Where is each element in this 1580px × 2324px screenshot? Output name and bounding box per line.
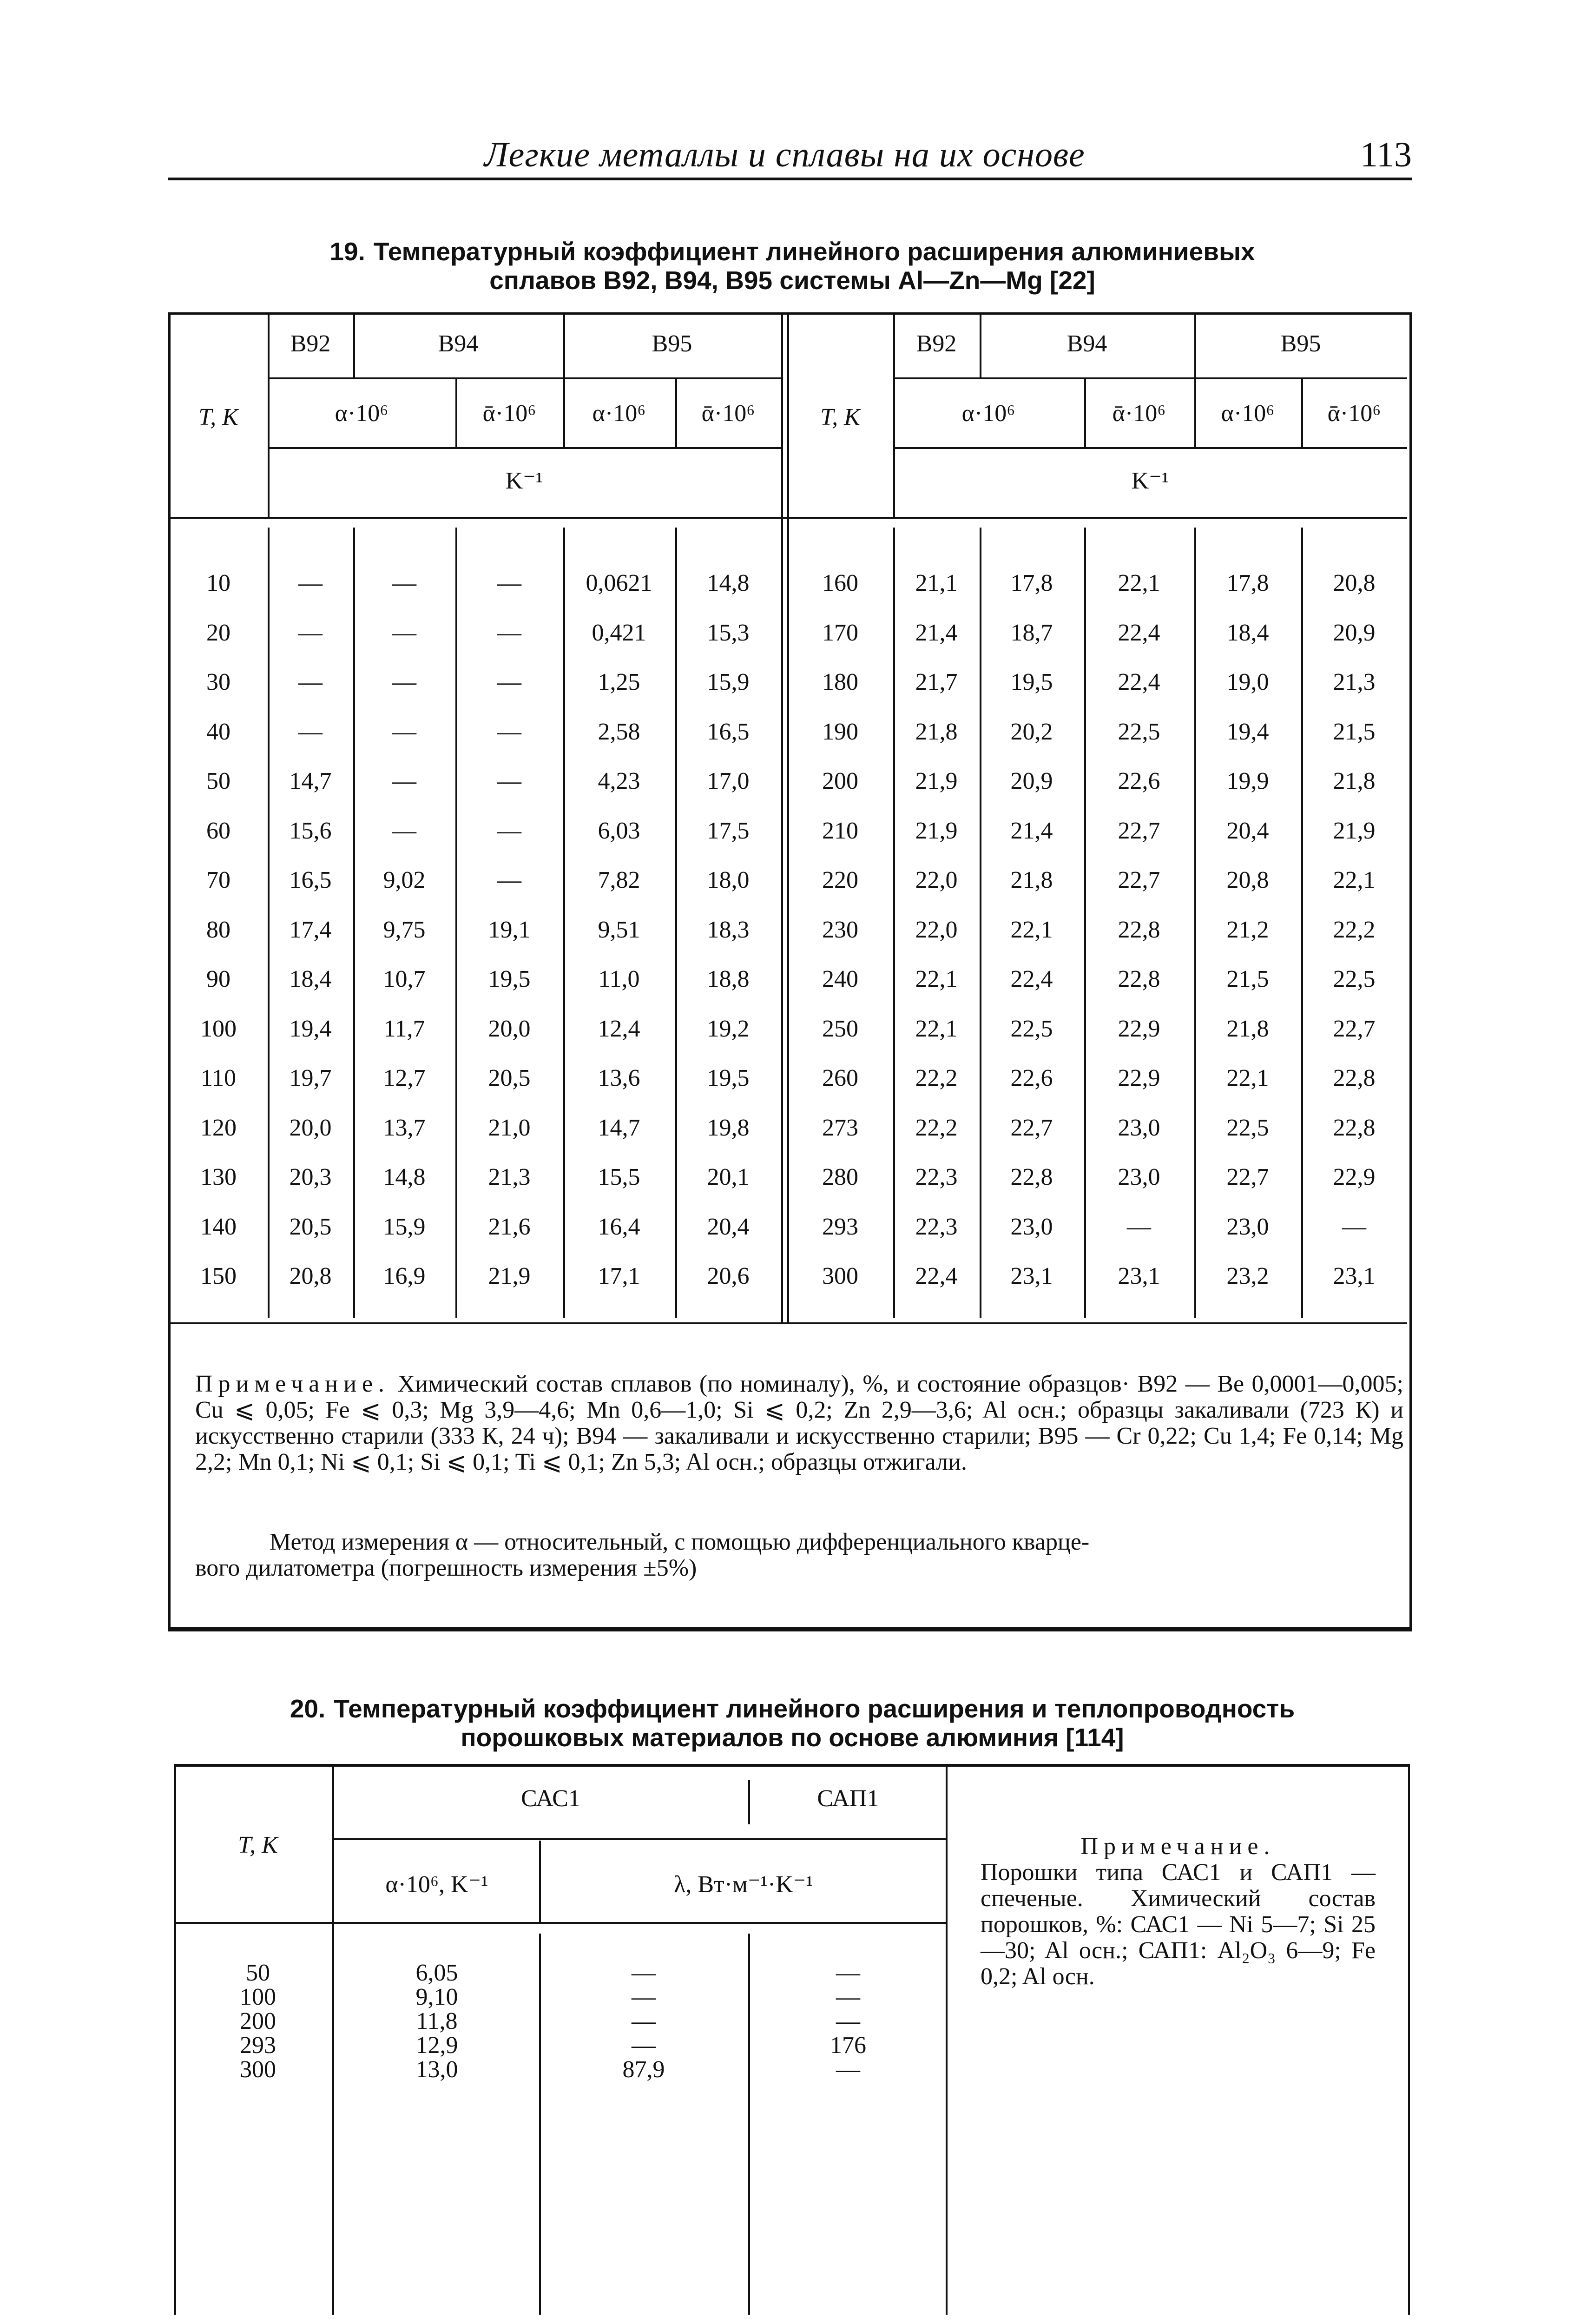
table19-left-cell: 16,5 [707,718,750,745]
page-header [168,122,1412,180]
table19-right-cell: 22,4 [1010,966,1053,992]
table19-right-cell: 22,7 [1118,867,1160,893]
table20-T-cell: 200 [240,2008,276,2034]
table19-right-cell: 21,5 [1333,718,1376,745]
table20-lambda-sap-cell: — [836,2008,860,2034]
table19-left-cell: 130 [200,1164,237,1190]
table19-left-cell: 20 [206,619,230,646]
table19-right-cell: 21,1 [915,570,958,596]
table19-right-cell: — [1127,1213,1151,1240]
table19-left-cell: 9,02 [383,867,426,893]
table20-group-sap: САП1 [817,1785,879,1812]
table20-T-cell: 50 [246,1960,270,1986]
table19-left-cell: 18,0 [707,867,750,893]
table19-right-cell: 19,5 [1010,669,1053,695]
table19-left-cell: 20,6 [707,1263,750,1289]
table19-right-cell: 273 [822,1114,858,1141]
table19-right-cell: 22,1 [1118,570,1160,596]
table19-right-cell: 20,4 [1226,817,1269,844]
table19-left-cell: — [497,718,521,745]
table19-right-cell: 22,5 [1226,1114,1269,1141]
table20-lambda-sap-cell: — [836,1984,860,2010]
table19-left-cell: 14,8 [707,570,750,596]
table19-right-cell: 22,1 [915,966,958,992]
table20-lambda-sap-cell: 176 [830,2032,866,2059]
table19-left-cell: 11,0 [598,966,640,992]
table19-left-cell: — [497,867,521,893]
table19-left-cell: 20,5 [289,1213,332,1240]
table19-right-cell: 23,0 [1118,1114,1160,1141]
table19-right-cell: 22,0 [915,916,958,943]
table19-left-cell: 90 [206,966,230,992]
table19-right-cell: 21,9 [915,768,958,794]
table19-left-cell: 6,03 [598,817,640,844]
table20-alpha-cell: 11,8 [416,2008,458,2034]
table19-left-cell: — [497,619,521,646]
table19-left-cell: 15,5 [598,1164,640,1190]
table19-right-cell: 20,9 [1333,619,1376,646]
table19-right-cell: 22,9 [1333,1164,1376,1190]
table19-left-cell: 16,4 [598,1213,640,1240]
table19-unit-left: K⁻¹ [505,468,543,494]
table19-right-cell: 21,9 [915,817,958,844]
table19-right-cell: 21,2 [1226,916,1269,943]
table19-right-cell: 22,5 [1118,718,1160,745]
table19-right-cell: 23,0 [1226,1213,1269,1240]
table19-method-line2: вого дилатометра (погрешность измерения ±5%) [195,1555,697,1581]
table19-left-cell: 20,1 [707,1164,750,1190]
table19-left-cell: 7,82 [598,867,640,893]
table20-note [981,1834,1376,1990]
table19-alloy-B94-right: В94 [1066,330,1107,357]
table19-alloy-B94-left: В94 [438,330,479,357]
table20-lambda-sap-cell: — [836,1960,860,1986]
table19-right-cell: 190 [822,718,858,745]
table19-right-cell: 20,2 [1010,718,1053,745]
page-number: 113 [1360,135,1412,174]
table20-group-sac: САС1 [521,1785,580,1812]
table19-right-cell: 160 [822,570,858,596]
table19-left-cell: 10,7 [383,966,426,992]
table19-left-cell: 17,1 [598,1263,640,1289]
table19-left-cell: 2,58 [598,718,640,745]
table19-left-cell: 15,3 [707,619,750,646]
table19-right-cell: 21,4 [915,619,958,646]
table19-right-cell: — [1342,1213,1366,1240]
table19-right-cell: 300 [822,1263,858,1289]
table19-left-cell: 12,4 [598,1015,640,1042]
table19-right-cell: 21,3 [1333,669,1376,695]
table19-caption-line1: Температурный коэффициент линейного расширения алюминиевых [373,237,1255,266]
table20-caption-line2: порошковых материалов по основе алюминия [114] [461,1723,1124,1752]
table20-col-lambda: λ, Вт·м⁻¹·K⁻¹ [674,1871,813,1898]
table19-right-cell: 18,7 [1010,619,1053,646]
table19-left-cell: 11,7 [383,1015,425,1042]
table19-left-cell: 40 [206,718,230,745]
table19-note [195,1371,1403,1475]
table20-lambda-sac-cell: — [632,1960,656,1986]
table19-right-cell: 23,1 [1010,1263,1053,1289]
table19-left-cell: 15,6 [289,817,332,844]
table19-left-cell: 14,7 [289,768,332,794]
table19-left-cell: 110 [200,1065,237,1091]
table19-left-cell: 20,0 [488,1015,531,1042]
table19-left-cell: 20,8 [289,1263,332,1289]
table19-left-cell: 17,4 [289,916,332,943]
table19-alphabar-B94-right: ᾱ·10⁶ [1112,400,1166,427]
table20-number: 20. [290,1694,326,1723]
table19-right-cell: 19,4 [1226,718,1269,745]
table19-right-cell: 19,0 [1226,669,1269,695]
table19-caption [177,237,1408,295]
table20-lambda-sac-cell: — [632,2008,656,2034]
table20-alpha-cell: 13,0 [415,2056,458,2083]
running-title: Легкие металлы и сплавы на их основе [484,135,1085,174]
table19-left-cell: 20,0 [289,1114,332,1141]
table19-right-cell: 18,4 [1226,619,1269,646]
table19-left-cell: 30 [206,669,230,695]
table19-left-cell: 50 [206,768,230,794]
table19-left-cell: 0,421 [592,619,646,646]
table20-col-alpha: α·10⁶, K⁻¹ [385,1871,488,1898]
table19-left-cell: — [392,619,416,646]
table19-right-cell: 22,9 [1118,1065,1160,1091]
table19-left-cell: — [392,718,416,745]
table19-left-cell: 60 [206,817,230,844]
table19-alpha-B92B94-left: α·10⁶ [335,400,388,427]
table19-right-cell: 260 [822,1065,858,1091]
table19-left-cell: — [497,570,521,596]
table19-right-cell: 210 [822,817,858,844]
table19-left-cell: 19,1 [488,916,531,943]
table19-left-cell: — [497,669,521,695]
table19-right-cell: 23,1 [1118,1263,1160,1289]
table19-right-cell: 22,7 [1333,1015,1376,1042]
table19-left-cell: 17,0 [707,768,750,794]
table20-note-text: Порошки типа САС1 и САП1 — спеченые. Химический состав порошков, %: САС1 — Ni 5—7; Si 25—30; Al осн.; САП1: Al₂O₃ 6—9; Fe 0,2; Al осн. [981,1859,1376,1990]
table19-left-cell: 18,3 [707,916,750,943]
table19-right-cell: 22,1 [1333,867,1376,893]
table19-right-cell: 180 [822,669,858,695]
table19-right-cell: 22,5 [1010,1015,1053,1042]
table19-left-cell: 19,5 [488,966,531,992]
table19-right-cell: 20,8 [1226,867,1269,893]
table19-alpha-B92B94-right: α·10⁶ [961,400,1015,427]
table19-right-cell: 22,4 [1118,669,1160,695]
table20-alpha-cell: 9,10 [415,1984,458,2010]
table19-right-cell: 22,8 [1010,1164,1053,1190]
table20-T-cell: 100 [240,1984,276,2010]
table19-right-cell: 170 [822,619,858,646]
table19-right-cell: 22,8 [1333,1065,1376,1091]
table19-right-cell: 19,9 [1226,768,1269,794]
table20-lambda-sac-cell: — [632,1984,656,2010]
table19-left-cell: 19,8 [707,1114,750,1141]
table19-left-cell: — [392,817,416,844]
table19-alphabar-B95-right: ᾱ·10⁶ [1327,400,1381,427]
table19-right-cell: 22,3 [915,1164,958,1190]
table20-note-label: Примечание. [1080,1833,1276,1860]
table19-left-cell: — [298,718,323,745]
table19-right-cell: 20,9 [1010,768,1053,794]
table19-left-cell: 18,4 [289,966,332,992]
table19-alloy-B95-left: В95 [652,330,692,357]
table19-right-cell: 22,7 [1118,817,1160,844]
table19-note-label: Примечание. [195,1371,390,1397]
table20-lambda-sap-cell: — [836,2056,860,2083]
table19-left-cell: 16,9 [383,1263,426,1289]
table19-left-cell: — [392,768,416,794]
table19-right-cell: 23,0 [1010,1213,1053,1240]
table19-alpha-B95-left: α·10⁶ [592,400,646,427]
table19-right-cell: 200 [822,768,858,794]
table20-T-cell: 300 [240,2056,276,2083]
table19-left-cell: 17,5 [707,817,750,844]
table19-right-cell: 22,2 [1333,916,1376,943]
table19-right-cell: 22,4 [915,1263,958,1289]
table19-left-cell: 100 [200,1015,237,1042]
table20-alpha-cell: 6,05 [415,1960,458,1986]
table19-right-cell: 22,8 [1118,916,1160,943]
table19-left-cell: — [298,619,323,646]
table20-caption-line1: Температурный коэффициент линейного расширения и теплопроводность [334,1694,1295,1723]
table19-left-cell: 21,6 [488,1213,531,1240]
table19-left-cell: 16,5 [289,867,332,893]
table19-right-cell: 22,7 [1010,1114,1053,1141]
table20-col-T: T, K [238,1832,278,1858]
table19-right-cell: 22,6 [1010,1065,1053,1091]
table19-right-cell: 22,4 [1118,619,1160,646]
table19-alphabar-B94-left: ᾱ·10⁶ [482,400,536,427]
table19-alloy-B95-right: В95 [1280,330,1321,357]
table20-T-cell: 293 [240,2032,276,2059]
table19-right-cell: 22,3 [915,1213,958,1240]
table20-alpha-cell: 12,9 [415,2032,458,2059]
table19-right-cell: 22,9 [1118,1015,1160,1042]
table19-left-cell: 20,5 [488,1065,531,1091]
table19-right-cell: 21,7 [915,669,958,695]
table19-alpha-B95-right: α·10⁶ [1221,400,1275,427]
table19-left-cell: — [298,570,323,596]
table19-col-T-right: T, K [820,404,860,430]
table19-right-cell: 22,1 [1226,1065,1269,1091]
table19-left-cell: — [497,768,521,794]
table19-right-cell: 280 [822,1164,858,1190]
table19-right-cell: 240 [822,966,858,992]
table19-right-cell: 22,2 [915,1065,958,1091]
table19-left-cell: 15,9 [707,669,750,695]
table19-right-cell: 21,8 [1333,768,1376,794]
table19-left-cell: 0,0621 [586,570,652,596]
table19-unit-right: K⁻¹ [1131,468,1169,494]
table19-left-cell: — [392,570,416,596]
table19-right-cell: 22,7 [1226,1164,1269,1190]
table19-right-cell: 22,0 [915,867,958,893]
table19-alphabar-B95-left: ᾱ·10⁶ [701,400,755,427]
table19-right-cell: 20,8 [1333,570,1376,596]
table19-right-cell: 23,2 [1226,1263,1269,1289]
table19-right-cell: 21,8 [915,718,958,745]
table19-right-cell: 17,8 [1010,570,1053,596]
table19-left-cell: 20,4 [707,1213,750,1240]
table19-right-cell: 22,8 [1333,1114,1376,1141]
table19-left-cell: 14,8 [383,1164,426,1190]
table19-left-cell: 1,25 [598,669,640,695]
table19-left-cell: 21,0 [488,1114,531,1141]
table19-left-cell: — [392,669,416,695]
table19-right-cell: 220 [822,867,858,893]
table19-right-cell: 21,8 [1226,1015,1269,1042]
table19-left-cell: 9,75 [383,916,426,943]
table19-left-cell: 10 [206,570,230,596]
table19-right-cell: 17,8 [1226,570,1269,596]
table20-caption [177,1694,1408,1752]
table19-right-cell: 22,1 [1010,916,1053,943]
table19-number: 19. [329,237,365,266]
table19-left-cell: 9,51 [598,916,640,943]
table19-right-cell: 21,4 [1010,817,1053,844]
table19-left-cell: 120 [200,1114,237,1141]
table19-right-cell: 22,8 [1118,966,1160,992]
table19-left-cell: 19,2 [707,1015,750,1042]
table19-right-cell: 293 [822,1213,858,1240]
table19-right-cell: 230 [822,916,858,943]
table19-right-cell: 22,2 [915,1114,958,1141]
table19-right-cell: 22,1 [915,1015,958,1042]
table19-method-line1: Метод измерения α — относительный, с помощью дифференциального кварце- [270,1529,1090,1555]
table19-left-cell: 140 [200,1213,237,1240]
table19-left-cell: 19,5 [707,1065,750,1091]
table19-col-T-left: T, K [198,404,238,430]
table20-lambda-sac-cell: 87,9 [622,2056,665,2083]
table19-note-text: Химический состав сплавов (по номиналу), %, и состояние образцов· В92 — Be 0,0001—0,005; Cu ⩽ 0,05; Fe ⩽ 0,3; Mg 3,9—4,6; Mn 0,6—1,0; Si ⩽ 0,2; Zn 2,9—3,6; Al осн.; образцы закаливали (723 К) и искусственно старили (333 К, 24 ч); В94 — закаливали и искусственно старили; В95 — Cr 0,22; Cu 1,4; Fe 0,14; Mg 2,2; Mn 0,1; Ni ⩽ 0,1; Si ⩽ 0,1; Ti ⩽ 0,1; Zn 5,3; Al осн.; образцы отжигали. [195,1371,1403,1475]
table19-alloy-B92-left: В92 [290,330,331,357]
table19-right-cell: 22,6 [1118,768,1160,794]
table19-left-cell: 18,8 [707,966,750,992]
table19-left-cell: 21,3 [488,1164,531,1190]
table19-left-cell: 19,4 [289,1015,332,1042]
table19-left-cell: 4,23 [598,768,640,794]
table19-left-cell: 13,7 [383,1114,426,1141]
table19-left-cell: 80 [206,916,230,943]
table19-left-cell: 12,7 [383,1065,426,1091]
table19-right-cell: 21,5 [1226,966,1269,992]
table19-left-cell: — [298,669,323,695]
table19-right-cell: 23,1 [1333,1263,1376,1289]
table19-left-cell: 20,3 [289,1164,332,1190]
table19-left-cell: 14,7 [598,1114,640,1141]
table19-right-cell: 23,0 [1118,1164,1160,1190]
table20-lambda-sac-cell: — [632,2032,656,2059]
table19-left-cell: 15,9 [383,1213,426,1240]
table19-left-cell: 21,9 [488,1263,531,1289]
table19-right-cell: 250 [822,1015,858,1042]
table19-left-cell: 19,7 [289,1065,332,1091]
table19-left-cell: 150 [200,1263,237,1289]
table19-caption-line2: сплавов В92, В94, В95 системы Al—Zn—Mg [22] [489,266,1095,295]
table19-left-cell: — [497,817,521,844]
table19-left-cell: 70 [206,867,230,893]
table19-right-cell: 21,9 [1333,817,1376,844]
table19-left-cell: 13,6 [598,1065,640,1091]
table19-alloy-B92-right: В92 [916,330,957,357]
table19-right-cell: 22,5 [1333,966,1376,992]
table19-right-cell: 21,8 [1010,867,1053,893]
